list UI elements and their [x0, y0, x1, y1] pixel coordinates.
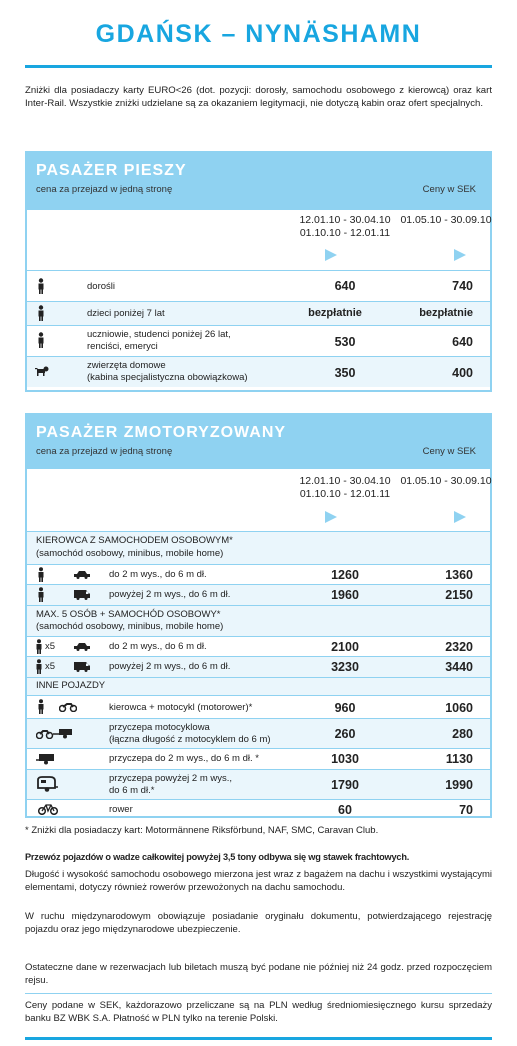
season1-dates: 12.01.10 - 30.04.10 01.10.10 - 12.01.11	[299, 214, 391, 239]
table-row	[27, 356, 490, 387]
table-row	[27, 799, 490, 819]
price-season2: 2150	[445, 588, 473, 602]
discount-footnote: * Zniżki dla posiadaczy kart: Motormännene Riksförbund, NAF, SMC, Caravan Club.	[25, 825, 379, 836]
trailer-icon	[36, 753, 58, 765]
price-season1: 350	[334, 366, 356, 380]
row-label: powyżej 2 m wys., do 6 m dł.	[109, 661, 231, 672]
section-subtitle: (samochód osobowy, minibus, mobile home)	[36, 621, 224, 632]
row-label: do 2 m wys., do 6 m dł.	[109, 569, 207, 580]
registration-note: W ruchu międzynarodowym obowiązuje posiadanie oryginału dokumentu, potwierdzającego rejestrację pojazdu oraz jego międzynarodowe ubezpieczenie.	[25, 911, 492, 935]
person-icon	[37, 587, 45, 602]
play-arrow-icon	[454, 511, 466, 523]
motorized-subtitle: cena za przejazd w jedną stronę	[36, 446, 173, 457]
row-label: dzieci poniżej 7 lat	[87, 308, 165, 319]
price-season1: bezpłatnie	[308, 307, 362, 319]
motorized-currency: Ceny w SEK	[422, 446, 476, 457]
person-icon	[37, 699, 45, 714]
price-season2: 3440	[445, 660, 473, 674]
section-title: MAX. 5 OSÓB + SAMOCHÓD OSOBOWY*	[36, 609, 221, 620]
table-row	[27, 301, 490, 325]
table-row	[27, 656, 490, 677]
table-row	[27, 718, 490, 748]
passenger-count: x5	[45, 641, 56, 652]
price-season2: 280	[452, 727, 473, 741]
row-label: zwierzęta domowe (kabina specjalistyczna obowiązkowa)	[87, 360, 248, 383]
van-icon	[73, 589, 91, 600]
passenger-count: x5	[45, 661, 56, 672]
price-season2: 1360	[445, 568, 473, 582]
price-season1: 260	[334, 727, 356, 741]
section-car-group	[27, 605, 490, 636]
car-icon	[73, 570, 91, 579]
season1-dates: 12.01.10 - 30.04.10 01.10.10 - 12.01.11	[299, 475, 391, 500]
motorized-title: PASAŻER ZMOTORYZOWANY	[36, 424, 287, 441]
motorized-column-headers	[27, 468, 490, 531]
person-icon	[37, 332, 45, 348]
van-icon	[73, 661, 91, 672]
bicycle-icon	[38, 803, 58, 815]
pedestrian-title: PASAŻER PIESZY	[36, 162, 187, 179]
section-car-driver	[27, 531, 490, 564]
person-icon	[37, 278, 45, 294]
price-season2: 1060	[445, 701, 473, 715]
section-subtitle: (samochód osobowy, minibus, mobile home)	[36, 548, 224, 559]
motorized-panel	[25, 413, 492, 818]
price-season1: 1790	[331, 778, 359, 792]
price-season2: 70	[459, 803, 473, 817]
price-season2: 2320	[445, 640, 473, 654]
row-label: uczniowie, studenci poniżej 26 lat, renciści, emeryci	[87, 329, 231, 352]
row-label: dorośli	[87, 281, 115, 292]
price-season2: bezpłatnie	[419, 307, 473, 319]
row-label: przyczepa do 2 m wys., do 6 m dł. *	[109, 753, 259, 764]
dimensions-note: Długość i wysokość samochodu osobowego mierzona jest wraz z bagażem na dachu i wszystkimi wystającymi elementami, dotyczy również rowerów przewożonych na dachu samochodu.	[25, 869, 492, 893]
caravan-icon	[36, 776, 58, 793]
play-arrow-icon	[325, 249, 337, 261]
season2-dates: 01.05.10 - 30.09.10	[400, 475, 492, 487]
page-title: GDAŃSK – NYNÄSHAMN	[95, 20, 422, 48]
row-label: kierowca + motocykl (motorower)*	[109, 702, 253, 713]
pedestrian-subtitle: cena za przejazd w jedną stronę	[36, 184, 173, 195]
section-title: INNE POJAZDY	[36, 680, 106, 691]
person-icon	[35, 659, 43, 674]
pedestrian-currency: Ceny w SEK	[422, 184, 476, 195]
price-season2: 1130	[445, 752, 473, 766]
title-divider	[25, 65, 492, 68]
intro-text: Zniżki dla posiadaczy karty EURO<26 (dot. pozycji: dorosły, samochodu osobowego z kierowcą) oraz kart Inter-Rail. Wszystkie zniżki udzielane są za okazaniem legitymacji, nie dotyczą kabin oraz ofert specjalnych.	[25, 85, 492, 109]
section-title: KIEROWCA Z SAMOCHODEM OSOBOWYM*	[36, 535, 233, 546]
play-arrow-icon	[454, 249, 466, 261]
motorcycle-icon	[59, 701, 77, 712]
price-season1: 60	[338, 803, 352, 817]
price-season1: 1960	[331, 588, 359, 602]
car-icon	[73, 642, 91, 651]
section-other-vehicles	[27, 677, 490, 695]
price-season2: 400	[452, 366, 473, 380]
currency-note: Ceny podane w SEK, każdorazowo przeliczane są na PLN według średniomiesięcznego kursu sprzedaży banku BZ WBK S.A. Płatność w PLN tylko na terenie Polski.	[25, 1000, 492, 1024]
pedestrian-panel	[25, 151, 492, 392]
pedestrian-header	[27, 153, 490, 209]
person-icon	[35, 639, 43, 654]
pedestrian-column-headers	[27, 209, 490, 270]
row-label: przyczepa motocyklowa (łączna długość z motocyklem do 6 m)	[109, 722, 271, 745]
price-season2: 1990	[445, 778, 473, 792]
table-row	[27, 584, 490, 605]
price-season1: 3230	[331, 660, 359, 674]
divider	[25, 993, 492, 994]
table-row	[27, 748, 490, 769]
table-row	[27, 769, 490, 799]
table-row	[27, 695, 490, 718]
season2-dates: 01.05.10 - 30.09.10	[400, 214, 492, 226]
table-row	[27, 636, 490, 656]
price-season2: 640	[452, 335, 473, 349]
bottom-divider	[25, 1037, 492, 1040]
table-row	[27, 325, 490, 356]
motorized-header	[27, 415, 490, 468]
row-label: powyżej 2 m wys., do 6 m dł.	[109, 589, 231, 600]
price-season1: 530	[334, 335, 356, 349]
table-row	[27, 270, 490, 301]
dog-icon	[35, 366, 49, 377]
table-row	[27, 564, 490, 584]
motorcycle-trailer-icon	[36, 728, 74, 739]
play-arrow-icon	[325, 511, 337, 523]
weight-note: Przewóz pojazdów o wadze całkowitej powyżej 3,5 tony odbywa się wg stawek frachtowych.	[25, 852, 410, 862]
price-season1: 1030	[331, 752, 359, 766]
booking-deadline-note: Ostateczne dane w rezerwacjach lub biletach muszą być podane nie później niż 24 godz. przed rozpoczęciem rejsu.	[25, 962, 492, 986]
row-label: rower	[109, 804, 133, 815]
price-season1: 2100	[331, 640, 359, 654]
price-season1: 640	[334, 279, 356, 293]
price-season1: 960	[334, 701, 356, 715]
person-icon	[37, 567, 45, 582]
price-season1: 1260	[331, 568, 359, 582]
row-label: przyczepa powyżej 2 m wys., do 6 m dł.*	[109, 773, 233, 796]
price-season2: 740	[452, 279, 473, 293]
row-label: do 2 m wys., do 6 m dł.	[109, 641, 207, 652]
person-icon	[37, 305, 45, 321]
